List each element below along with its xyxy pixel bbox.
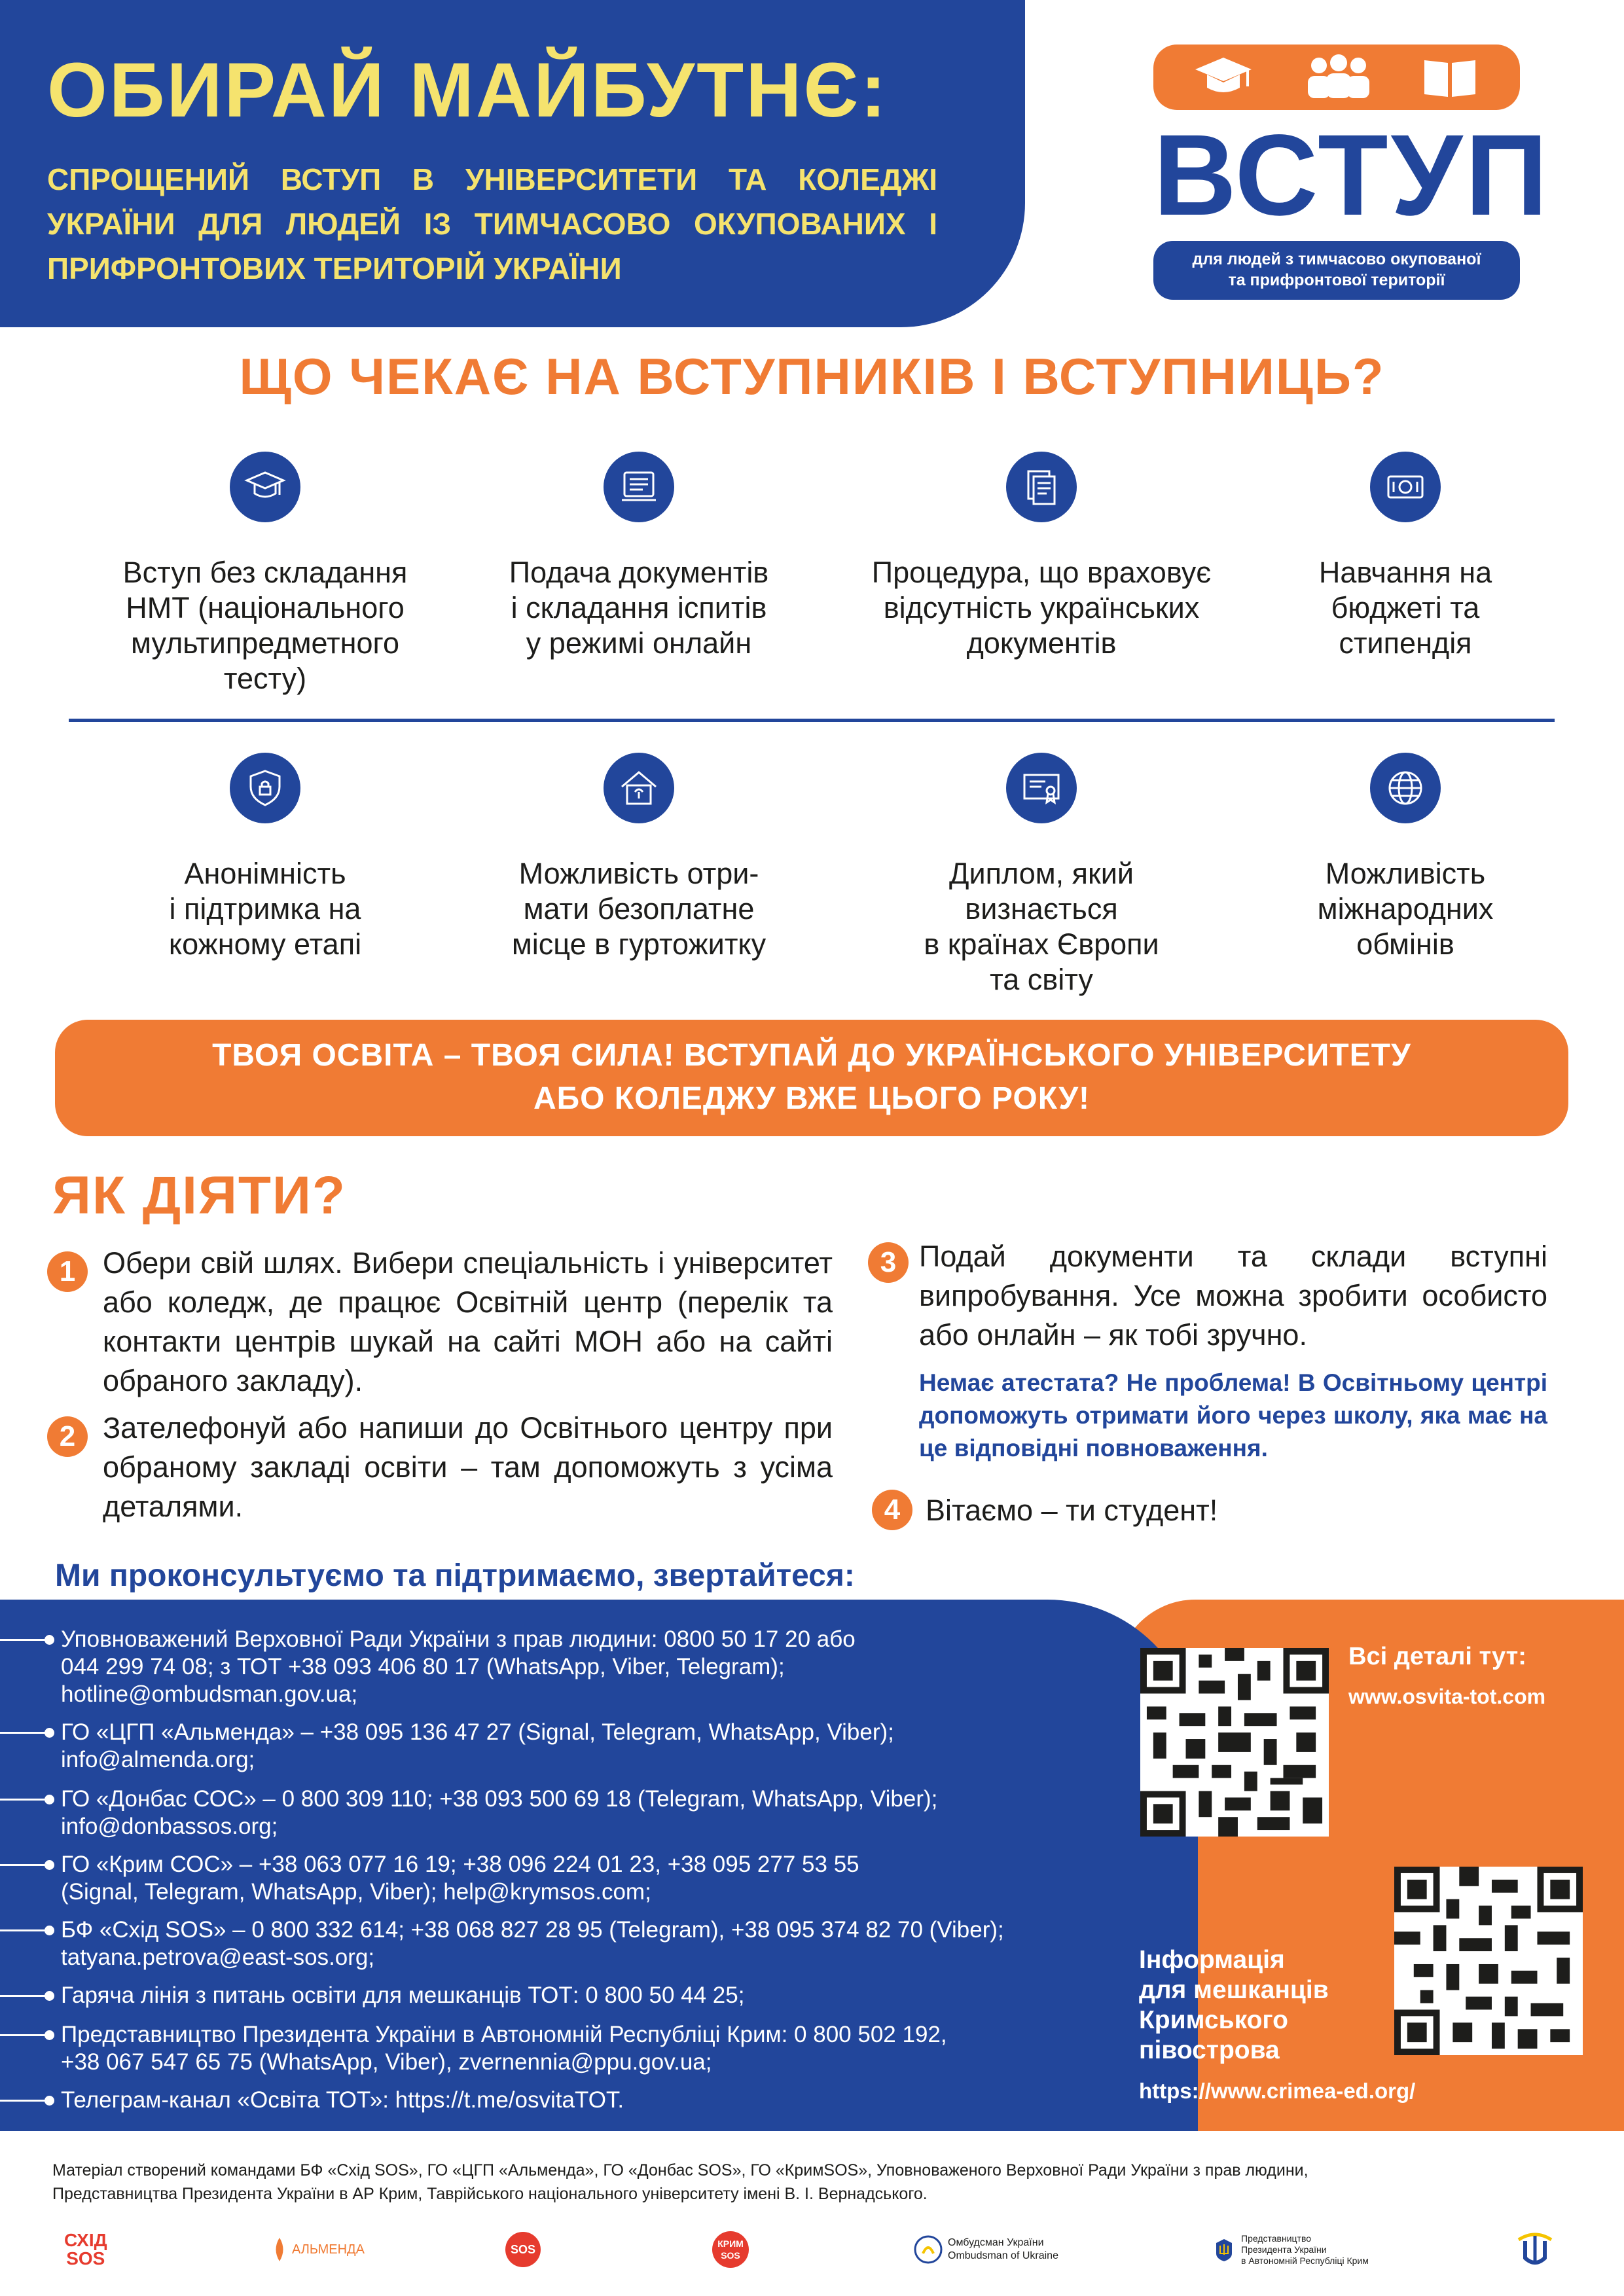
- benefit-icon-circle: [604, 753, 674, 823]
- partner-logo-tnu: [1512, 2220, 1558, 2279]
- contacts-panel: [0, 1600, 1198, 2131]
- step-item: [103, 1408, 833, 1526]
- contact-text: [61, 1851, 1121, 1906]
- consult-heading: Ми проконсультуємо та підтримаємо, звертайтеся:: [55, 1558, 855, 1593]
- benefit-label-line: Вступ без складання: [122, 556, 408, 589]
- contact-text: [61, 2087, 1121, 2114]
- benefit-label-line: міжнародних: [1317, 892, 1494, 925]
- step-item: [919, 1237, 1547, 1355]
- benefit-label-line: Можливість отри-: [518, 857, 759, 890]
- partner-logo-line: КРИМ: [717, 2238, 744, 2249]
- step-number-badge: 1: [47, 1251, 88, 1292]
- benefits-heading: ЩО ЧЕКАЄ НА ВСТУПНИКІВ І ВСТУПНИЦЬ?: [239, 348, 1385, 405]
- benefit-label: [456, 856, 822, 962]
- benefit-label-line: і складання іспитів: [511, 591, 767, 624]
- graduation-cap-icon: [244, 466, 286, 508]
- benefit-label-line: НМТ (національного: [126, 591, 405, 624]
- contact-text: [61, 1785, 1121, 1840]
- qr-caption-line: Кримського: [1139, 2006, 1288, 2034]
- partner-logo-text: АЛЬМЕНДА: [292, 2242, 365, 2257]
- contact-text: [61, 1719, 1121, 1774]
- benefit-label-line: Подача документів: [509, 556, 769, 589]
- contact-line: Уповноважений Верховної Ради України з прав людини: 0800 50 17 20 або: [61, 1626, 856, 1652]
- benefit-label: [1222, 555, 1589, 661]
- contact-line: Телеграм-канал «Освіта ТОТ»: https://t.me/osvitaTOT.: [61, 2087, 624, 2113]
- benefit-label-line: стипендія: [1339, 626, 1472, 660]
- contact-line: Гаряча лінія з питань освіти для мешканців ТОТ: 0 800 50 44 25;: [61, 1982, 745, 2008]
- benefit-label-line: Процедура, що враховує: [871, 556, 1212, 589]
- benefit-label-line: Анонімність: [184, 857, 346, 890]
- footer-line: Матеріал створений командами БФ «Схід SOS», ГО «ЦГП «Альменда», ГО «Донбас SOS», ГО «КримSOS», Уповноваженого Верховної Ради України з прав людини,: [52, 2161, 1308, 2179]
- benefit-label: [456, 555, 822, 661]
- benefit-item: [1222, 753, 1589, 962]
- qr-caption-line: Інформація: [1139, 1946, 1285, 1974]
- qr-code-icon: [1394, 1867, 1583, 2055]
- benefit-icon-circle: [230, 753, 300, 823]
- section-divider: [69, 719, 1555, 722]
- contact-bullet-dot: [45, 1991, 54, 2001]
- vstup-logo: [1153, 45, 1551, 300]
- qr-caption-line: для мешканців: [1139, 1976, 1329, 2004]
- contact-line: ГО «Донбас СОС» – 0 800 309 110; +38 093 500 69 18 (Telegram, WhatsApp, Viber);: [61, 1786, 938, 1812]
- step-text: Подай документи та склади вступні випробування. Усе можна зробити особисто або онлайн – як тобі зручно.: [919, 1240, 1547, 1352]
- contact-bullet-dot: [45, 2096, 54, 2106]
- partner-logo-text: SOS: [505, 2232, 541, 2267]
- logo-tagline-line: для людей з тимчасово окупованої: [1192, 250, 1481, 268]
- benefit-item: [456, 452, 822, 661]
- banner-line: АБО КОЛЕДЖУ ВЖЕ ЦЬОГО РОКУ!: [533, 1081, 1091, 1116]
- step-number-badge: 3: [868, 1242, 909, 1283]
- benefit-label-line: Можливість: [1325, 857, 1486, 890]
- ukraine-trident-icon: [1212, 2236, 1236, 2263]
- partner-logo-krym-sos: [712, 2220, 749, 2279]
- university-emblem-icon: [1512, 2227, 1558, 2272]
- partner-logo-line: Президента України: [1241, 2244, 1327, 2255]
- contact-line: hotline@ombudsman.gov.ua;: [61, 1681, 358, 1707]
- partner-logo-line: СХІД: [64, 2230, 107, 2250]
- qr-caption: [1139, 1945, 1362, 2066]
- contact-text: [61, 1626, 1121, 1708]
- dormitory-icon: [618, 767, 660, 809]
- page-subtitle: СПРОЩЕНИЙ ВСТУП В УНІВЕРСИТЕТИ ТА КОЛЕДЖІ УКРАЇНИ ДЛЯ ЛЮДЕЙ ІЗ ТИМЧАСОВО ОКУПОВАНИХ І ПРИФРОНТОВИХ ТЕРИТОРІЙ УКРАЇНИ: [47, 162, 937, 285]
- banner-line: ТВОЯ ОСВІТА – ТВОЯ СИЛА! ВСТУПАЙ ДО УКРАЇНСЬКОГО УНІВЕРСИТЕТУ: [212, 1038, 1411, 1073]
- benefit-item: [858, 753, 1225, 997]
- contact-bullet-dot: [45, 1635, 54, 1645]
- contact-line: info@donbassos.org;: [61, 1814, 278, 1839]
- partner-logo-ppu-crimea: [1212, 2220, 1369, 2279]
- contact-line: Представництво Президента України в Автономній Республіці Крим: 0 800 502 192,: [61, 2022, 947, 2047]
- no-certificate-note: Немає атестата? Не проблема! В Освітньому центрі допоможуть отримати його через школу, яка має на це відповідні повноваження.: [919, 1369, 1547, 1462]
- qr-link[interactable]: www.osvita-tot.com: [1348, 1685, 1546, 1708]
- benefit-item: [82, 753, 448, 962]
- benefit-item: [1222, 452, 1589, 661]
- logo-icon-bar: [1153, 45, 1520, 110]
- contact-line: ГО «ЦГП «Альменда» – +38 095 136 47 27 (Signal, Telegram, WhatsApp, Viber);: [61, 1719, 894, 1745]
- benefit-label-line: відсутність українських: [883, 591, 1200, 624]
- partner-logo-skhid-sos: [64, 2220, 107, 2279]
- benefit-label-line: в країнах Європи: [924, 927, 1159, 961]
- benefit-label-line: обмінів: [1356, 927, 1454, 961]
- benefit-label-line: Навчання на: [1318, 556, 1492, 589]
- page-title: ОБИРАЙ МАЙБУТНЄ:: [47, 47, 888, 134]
- benefit-label-line: та світу: [990, 963, 1093, 996]
- footer-line: Представництва Президента України в АР Крим, Таврійського національного університету імені В. І. Вернадського.: [52, 2185, 928, 2203]
- benefit-icon-circle: [604, 452, 674, 522]
- how-heading: ЯК ДІЯТИ?: [52, 1166, 347, 1225]
- qr-caption: Всі деталі тут:: [1348, 1643, 1526, 1670]
- step-text: Обери свій шлях. Вибери спеціальність і університет або коледж, де працює Освітній центр (перелік та контакти центрів шукай на сайті МОН або на сайті обраного закладу).: [103, 1246, 833, 1397]
- step-item: [103, 1244, 833, 1401]
- partner-logo-line: в Автономній Республіці Крим: [1241, 2255, 1369, 2266]
- online-exam-icon: [618, 466, 660, 508]
- qr-code-icon: [1140, 1648, 1329, 1837]
- diploma-icon: [1020, 767, 1062, 809]
- step-number-badge: 4: [872, 1490, 912, 1530]
- qr-link[interactable]: https://www.crimea-ed.org/: [1139, 2079, 1416, 2103]
- benefit-label-line: кожному етапі: [168, 927, 362, 961]
- contact-line: (Signal, Telegram, WhatsApp, Viber); help@krymsos.com;: [61, 1879, 651, 1905]
- partner-logo-text: [948, 2236, 1058, 2263]
- call-to-action-banner: [55, 1020, 1568, 1136]
- partner-logo-line: SOS: [721, 2250, 740, 2261]
- people-icon: [1303, 54, 1375, 101]
- contact-line: tatyana.petrova@east-sos.org;: [61, 1945, 375, 1970]
- benefit-item: [456, 753, 822, 962]
- qr-code-osvita-tot[interactable]: [1140, 1648, 1329, 1837]
- step-text: Зателефонуй або напиши до Освітнього центру при обраному закладі освіти – там допоможуть з усіма деталями.: [103, 1411, 833, 1523]
- benefit-item: [858, 452, 1225, 661]
- contact-line: БФ «Схід SOS» – 0 800 332 614; +38 068 827 28 95 (Telegram), +38 095 374 82 70 (Viber);: [61, 1917, 1004, 1943]
- book-icon: [1420, 54, 1479, 101]
- contact-bullet-dot: [45, 1728, 54, 1738]
- step-number-badge: 2: [47, 1416, 88, 1457]
- benefit-label-line: і підтримка на: [169, 892, 361, 925]
- benefit-label-line: Диплом, який: [948, 857, 1134, 890]
- partner-logo-text: [712, 2231, 749, 2268]
- partner-logo-text: [1241, 2233, 1369, 2267]
- benefit-icon-circle: [1006, 452, 1077, 522]
- contact-bullet-dot: [45, 2030, 54, 2040]
- benefit-label: [82, 856, 448, 962]
- contact-bullet-dot: [45, 1860, 54, 1870]
- benefit-label: [82, 555, 448, 696]
- benefit-label-line: мультипредметного: [131, 626, 399, 660]
- footer-credits: [52, 2159, 1578, 2206]
- logo-wordmark: ВСТУП: [1153, 111, 1551, 240]
- partner-logo-almenda: [271, 2220, 365, 2279]
- benefit-label: [858, 555, 1225, 661]
- contact-text: [61, 1916, 1121, 1971]
- benefit-label-line: тесту): [223, 662, 307, 695]
- benefit-label: [858, 856, 1225, 997]
- step-text: Вітаємо – ти студент!: [926, 1494, 1218, 1527]
- partner-logo-ombudsman: [914, 2220, 1058, 2279]
- header-panel: [0, 0, 1025, 327]
- benefit-label-line: визнається: [965, 892, 1118, 925]
- ombudsman-emblem-icon: [914, 2235, 943, 2264]
- globe-icon: [1384, 767, 1426, 809]
- documents-icon: [1020, 466, 1062, 508]
- contact-line: ГО «Крим СОС» – +38 063 077 16 19; +38 096 224 01 23, +38 095 277 53 55: [61, 1852, 859, 1877]
- contact-line: +38 067 547 65 75 (WhatsApp, Viber), zvernennia@ppu.gov.ua;: [61, 2049, 712, 2075]
- benefit-label-line: бюджеті та: [1331, 591, 1480, 624]
- qr-code-crimea-ed[interactable]: [1394, 1867, 1583, 2055]
- benefit-label-line: мати безоплатне: [523, 892, 755, 925]
- contact-text: [61, 1982, 1121, 2009]
- benefit-item: [82, 452, 448, 696]
- benefit-label: [1222, 856, 1589, 962]
- partner-logo-line: Представництво: [1241, 2233, 1312, 2244]
- benefit-label-line: місце в гуртожитку: [511, 927, 767, 961]
- logo-tagline: [1153, 241, 1520, 300]
- partner-logo-text: [64, 2231, 107, 2268]
- partner-logo-line: SOS: [66, 2248, 105, 2269]
- partner-logo-donbas-sos: [505, 2220, 541, 2279]
- benefit-label-line: у режимі онлайн: [526, 626, 752, 660]
- benefit-icon-circle: [1006, 753, 1077, 823]
- step-item: [926, 1491, 1515, 1530]
- benefit-icon-circle: [1370, 452, 1441, 522]
- contact-text: [61, 2021, 1121, 2076]
- partner-logo-line: Омбудсман України: [948, 2237, 1044, 2248]
- shield-lock-icon: [244, 767, 286, 809]
- contact-bullet-dot: [45, 1795, 54, 1804]
- benefit-icon-circle: [1370, 753, 1441, 823]
- partner-logo-line: Ombudsman of Ukraine: [948, 2250, 1058, 2261]
- contact-line: 044 299 74 08; з ТОТ +38 093 406 80 17 (WhatsApp, Viber, Telegram);: [61, 1654, 785, 1679]
- qr-caption-line: півострова: [1139, 2036, 1280, 2064]
- almenda-leaf-icon: [271, 2236, 288, 2263]
- benefit-icon-circle: [230, 452, 300, 522]
- logo-tagline-line: та прифронтової території: [1228, 271, 1445, 289]
- contact-line: info@almenda.org;: [61, 1747, 255, 1772]
- money-icon: [1384, 466, 1426, 508]
- benefit-label-line: документів: [966, 626, 1117, 660]
- contact-bullet-dot: [45, 1926, 54, 1935]
- graduation-cap-icon: [1194, 54, 1253, 101]
